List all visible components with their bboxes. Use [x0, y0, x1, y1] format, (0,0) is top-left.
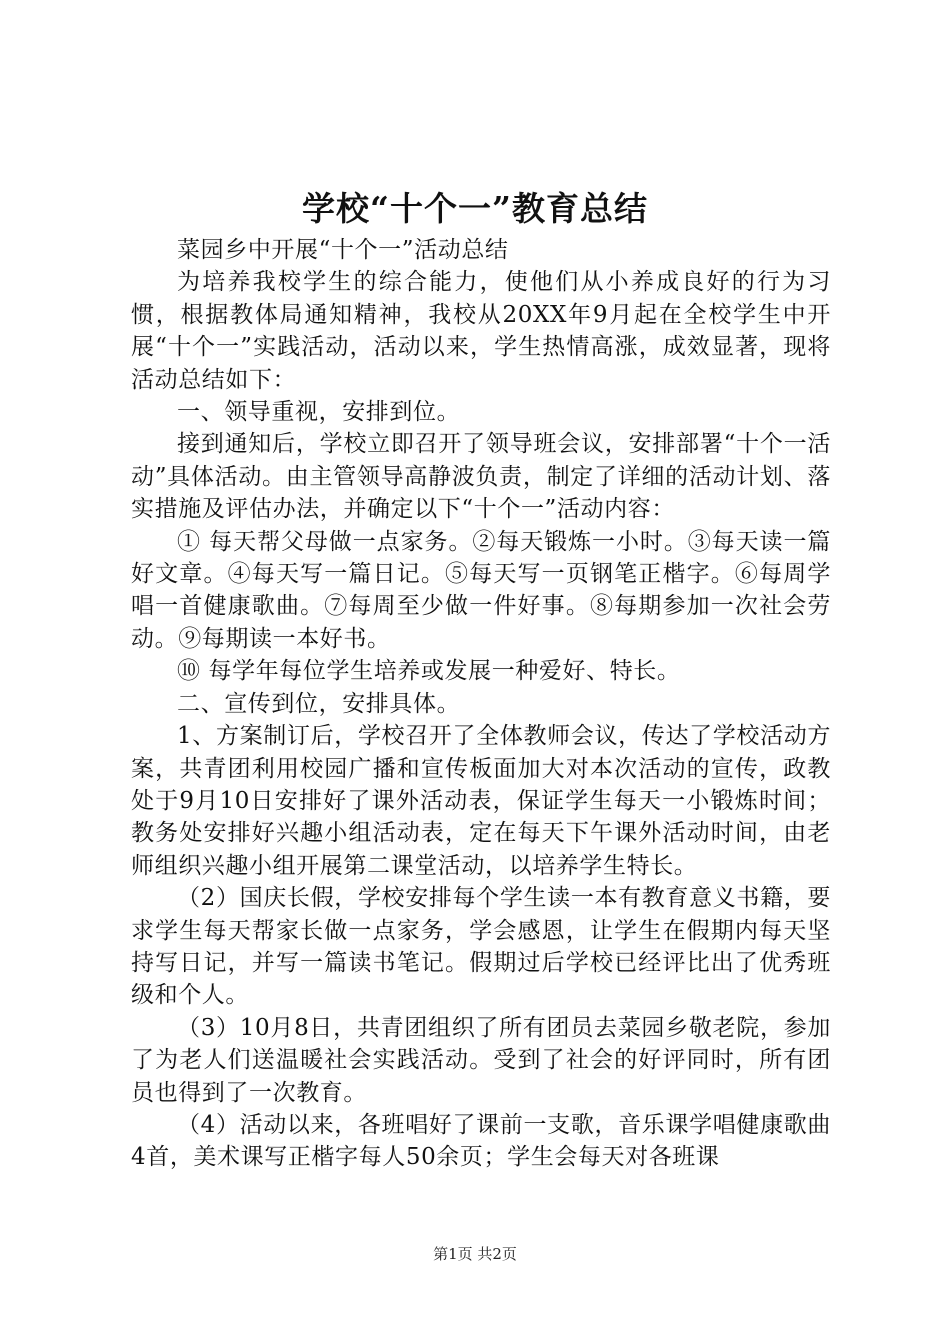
paragraph-item-2: （2）国庆长假，学校安排每个学生读一本有教育意义书籍，要求学生每天帮家长做一点家务，学会感恩，让学生在假期内每天坚持写日记，并写一篇读书笔记。假期过后学校已经评比出了优秀班级和个人。 — [131, 885, 831, 1009]
paragraph-item-1: 1、方案制订后，学校召开了全体教师会议，传达了学校活动方案，共青团利用校园广播和宣传板面加大对本次活动的宣传，政教处于9月10日安排好了课外活动表，保证学生每天一小锻炼时间；教务处安排好兴趣小组活动表，定在每天下午课外活动时间，由老师组织兴趣小组开展第二课堂活动，以培养学生特长。 — [131, 723, 831, 879]
page-number-footer: 第1页 共2页 — [433, 1245, 517, 1263]
document-body — [131, 234, 831, 1174]
paragraph-intro: 为培养我校学生的综合能力，使他们从小养成良好的行为习惯，根据教体局通知精神，我校从20XX年9月起在全校学生中开展“十个一”实践活动，活动以来，学生热情高涨，成效显著，现将活动总结如下： — [131, 269, 831, 393]
paragraph-subtitle: 菜园乡中开展“十个一”活动总结 — [177, 237, 509, 263]
paragraph-activity-list: ① 每天帮父母做一点家务。②每天锻炼一小时。③每天读一篇好文章。④每天写一篇日记。⑤每天写一页钢笔正楷字。⑥每周学唱一首健康歌曲。⑦每周至少做一件好事。⑧每期参加一次社会劳动。⑨每期读一本好书。 — [131, 528, 831, 652]
section-heading-2: 二、宣传到位，安排具体。 — [177, 690, 461, 717]
paragraph-item-3: （3）10月8日，共青团组织了所有团员去菜园乡敬老院，参加了为老人们送温暖社会实践活动。受到了社会的好评同时，所有团员也得到了一次教育。 — [131, 1014, 831, 1106]
document-title: 学校“十个一”教育总结 — [302, 189, 648, 228]
paragraph-item-4: （4）活动以来，各班唱好了课前一支歌，音乐课学唱健康歌曲4首，美术课写正楷字每人50余页；学生会每天对各班课 — [131, 1111, 831, 1171]
paragraph-activity-ten: ⑩ 每学年每位学生培养或发展一种爱好、特长。 — [177, 658, 681, 685]
paragraph-arrangement: 接到通知后，学校立即召开了领导班会议，安排部署“十个一活动”具体活动。由主管领导高静波负责，制定了详细的活动计划、落实措施及评估办法，并确定以下“十个一”活动内容： — [131, 431, 831, 523]
section-heading-1: 一、领导重视，安排到位。 — [177, 399, 461, 426]
